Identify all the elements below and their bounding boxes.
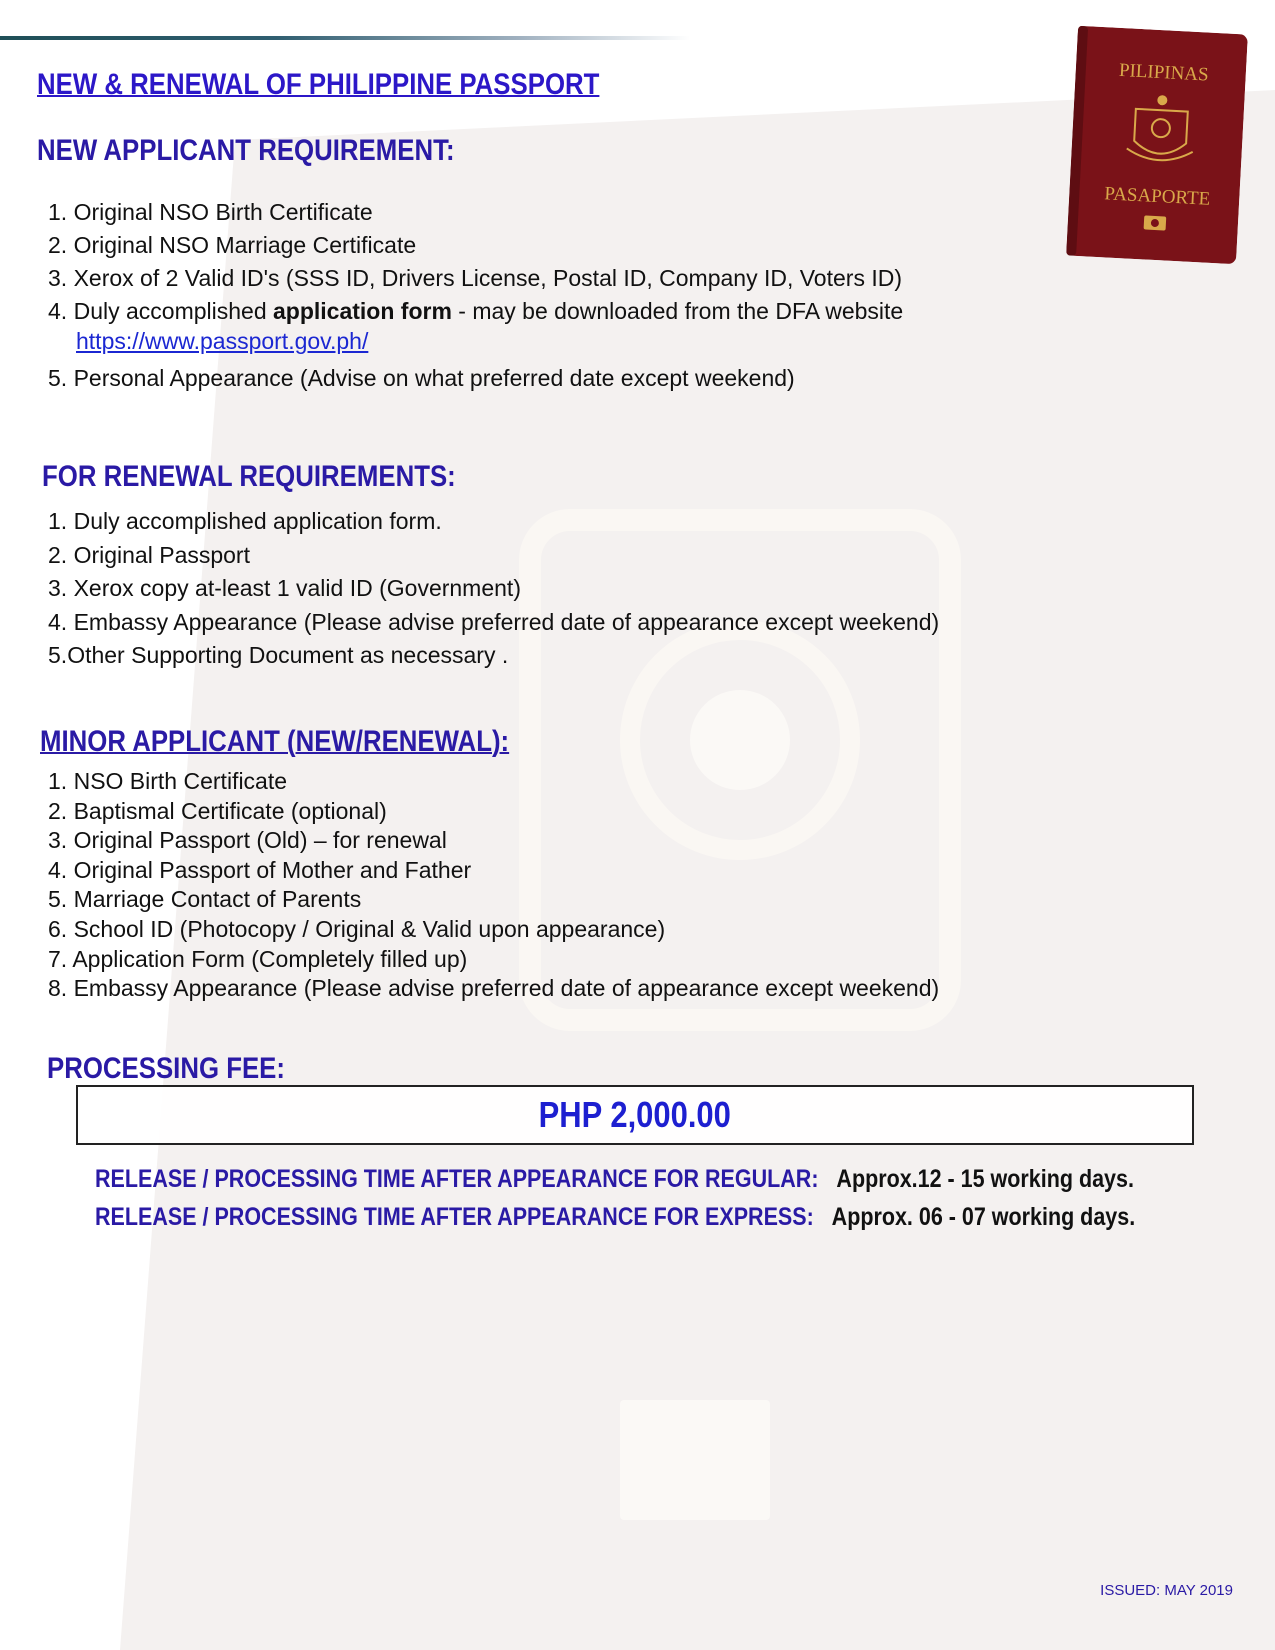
renewal-heading: FOR RENEWAL REQUIREMENTS: (42, 460, 456, 493)
passport-cover-image (1066, 26, 1248, 265)
minor-applicant-list (48, 767, 939, 1004)
list-item: 4. Duly accomplished application form - may be downloaded from the DFA website https://www.passport.gov.ph/ (48, 298, 904, 354)
dfa-website-link[interactable]: https://www.passport.gov.ph/ (76, 328, 369, 354)
list-item: 1. Duly accomplished application form. (48, 508, 442, 534)
list-item: 5.Other Supporting Document as necessary . (48, 642, 509, 668)
list-item: 1. Original NSO Birth Certificate (48, 199, 373, 225)
passport-bottom-text: PASAPORTE (1103, 183, 1211, 210)
list-item: 4. Embassy Appearance (Please advise preferred date of appearance except weekend) (48, 608, 940, 635)
list-item: 3. Original Passport (Old) – for renewal (48, 827, 447, 854)
list-item: 1. NSO Birth Certificate (48, 768, 288, 794)
list-item: 3. Xerox of 2 Valid ID's (SSS ID, Drivers License, Postal ID, Company ID, Voters ID) (48, 265, 902, 291)
list-item: 2. Original Passport (48, 541, 250, 568)
list-item: 5. Marriage Contact of Parents (48, 886, 362, 913)
fee-amount: PHP 2,000.00 (538, 1094, 732, 1135)
processing-fee-heading: PROCESSING FEE: (47, 1052, 285, 1085)
list-item: 2. Original NSO Marriage Certificate (48, 232, 417, 258)
application-form-emphasis: application form (273, 298, 452, 324)
list-item: 7. Application Form (Completely filled up) (48, 945, 468, 972)
list-item: 6. School ID (Photocopy / Original & Valid upon appearance) (48, 915, 666, 942)
minor-applicant-heading: MINOR APPLICANT (NEW/RENEWAL): (40, 725, 510, 758)
issued-date: ISSUED: MAY 2019 (1100, 1582, 1233, 1599)
passport-top-text: PILIPINAS (1118, 59, 1210, 86)
new-applicant-list (48, 196, 903, 395)
fee-box (76, 1085, 1194, 1145)
renewal-list (48, 505, 939, 673)
list-item: 2. Baptismal Certificate (optional) (48, 797, 387, 824)
list-item: 4. Original Passport of Mother and Father (48, 856, 472, 883)
list-item: 5. Personal Appearance (Advise on what preferred date except weekend) (48, 365, 795, 391)
release-time-express: RELEASE / PROCESSING TIME AFTER APPEARANCE FOR EXPRESS: Approx. 06 - 07 working days. (95, 1203, 1136, 1231)
biometric-chip-icon (1144, 215, 1167, 230)
list-item: 8. Embassy Appearance (Please advise preferred date of appearance except weekend) (48, 975, 940, 1002)
list-item: 3. Xerox copy at-least 1 valid ID (Government) (48, 575, 521, 601)
document-title: NEW & RENEWAL OF PHILIPPINE PASSPORT (37, 68, 600, 101)
new-applicant-heading: NEW APPLICANT REQUIREMENT: (37, 134, 455, 167)
release-time-regular: RELEASE / PROCESSING TIME AFTER APPEARANCE FOR REGULAR: Approx.12 - 15 working days. (95, 1165, 1134, 1193)
